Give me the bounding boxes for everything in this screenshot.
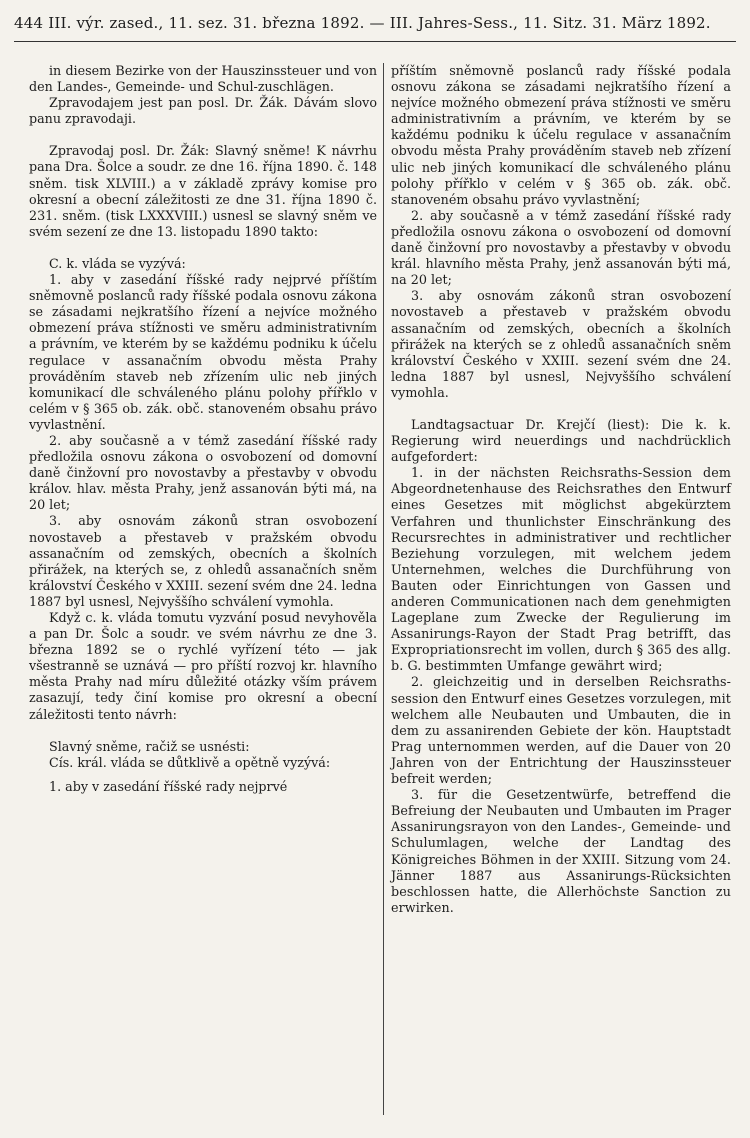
right-paragraph-3: 3. aby osnovám zákonů stran osvobození novostaveb a přestaveb v pražském obvodu assanačním od zemských, obecních a školních přirážek na kterých se z ohledů assanačních sněm království Českého v XXIII. sezení svém dne 24. ledna 1887 byl usnesl, Nejvyššího schválení vymohla. bbox=[391, 288, 731, 400]
left-paragraph-1: in diesem Bezirke von der Hauszinssteuer und von den Landes-, Gemeinde- und Schul-zuschlägen. bbox=[29, 63, 377, 95]
right-paragraph-1: příštím sněmovně poslanců rady říšské podala osnovu zákona se zásadami nejkratšího řízení a nejvíce možného obmezení práva stížnosti ve směru administrativním a právním, ve kterém by se každému podniku k účelu regulace v assanačním obvodu města Prahy prováděním staveb neb zřízení ulic neb jiných komunikací dle schváleného plánu polohy přířklo v celém v § 365 ob. zák. obč. stanoveném obsahu právo vyvlastnění; bbox=[391, 63, 731, 207]
right-paragraph-2: 2. aby současně a v témž zasedání říšské rady předložila osnovu zákona o osvobození od domovní daně činžovní pro novostavby a přestavby v obvodu král. hlavního města Prahy, jenž assanován býti má, na 20 let; bbox=[391, 207, 731, 288]
left-paragraph-6: 2. aby současně a v témž zasedání říšské rady předložila osnovu zákona o osvobození od domovní daně činžovní pro novostavby a přestavby v obvodu králov. hlav. města Prahy, jenž assanován býti má, na 20 let; bbox=[29, 432, 377, 513]
right-paragraph-7: 3. für die Gesetzentwürfe, betreffend die Befreiung der Neubauten und Umbauten im Prager Assanirungsrayon von den Landes-, Gemeinde- und Schulumlagen, welche der Landtag des Königreiches Böhmen in der XXIII. Sitzung vom 24. Jänner 1887 aus Assanirungs-Rücksichten beschlossen hatte, die Allerhöchste Sanction zu erwirken. bbox=[391, 787, 731, 915]
left-paragraph-2: Zpravodajem jest pan posl. Dr. Žák. Dávám slovo panu zpravodaji. bbox=[29, 95, 377, 127]
page-header: 444 III. výr. zased., 11. sez. 31. března 1892. — III. Jahres-Sess., 11. Sitz. 31. März 1892. bbox=[14, 14, 711, 32]
left-paragraph-11: 1. aby v zasedání říšské rady nejprvé bbox=[49, 778, 288, 794]
right-paragraph-4: Landtagsactuar Dr. Krejčí (liest): Die k. k. Regierung wird neuerdings und nachdrücklich aufgefordert: bbox=[391, 416, 731, 465]
right-paragraph-5: 1. in der nächsten Reichsraths-Session dem Abgeordnetenhause des Reichsrathes den Entwurf eines Gesetzes mit möglichst abgekürztem Verfahren und thunlichster Einschränkung des Recursrechtes in administrativer und rechtlicher Beziehung vorzulegen, mit welchem jedem Unternehmen, welches die Durchführung von Bauten oder Einrichtungen von Gassen und anderen Communicationen nach dem genehmigten Lageplane zum Zwecke der Regulierung im Assanirungs-Rayon der Stadt Prag betrifft, das Expropriationsrecht im vollen, durch § 365 des allg. b. G. bestimmten Umfange gewährt wird; bbox=[391, 465, 731, 674]
left-column bbox=[29, 63, 377, 795]
column-divider bbox=[383, 63, 384, 1115]
left-paragraph-3: Zpravodaj posl. Dr. Žák: Slavný sněme! K návrhu pana Dra. Šolce a soudr. ze dne 16. října 1890. č. 148 sněm. tisk XLVIII.) a v základě zprávy komise pro okresní a obecní záležitosti ze dne 31. října 1890 č. 231. sněm. (tisk LXXXVIII.) usnesl se slavný sněm ve svém sezení ze dne 13. listopadu 1890 takto: bbox=[29, 143, 377, 239]
header-rule bbox=[14, 41, 736, 42]
left-paragraph-5: 1. aby v zasedání říšské rady nejprvé příštím sněmovně poslanců rady říšské podala osnovu zákona se zásadami nejkratšího řízení a nejvíce možného obmezení práva stížnosti ve směru administrativním a právním, ve kterém by se každému podniku k účelu regulace v assanačním obvodu města Prahy prováděním staveb neb zřízením ulic neb jiných komunikací dle schváleného plánu polohy přířklo v celém v § 365 ob. zák. obč. stanoveném obsahu právo vyvlastnění. bbox=[29, 272, 377, 432]
left-paragraph-9: Slavný sněme, račiž se usnésti: bbox=[49, 738, 250, 754]
left-paragraph-7: 3. aby osnovám zákonů stran osvobození novostaveb a přestaveb v pražském obvodu assanačním od zemských, obecních a školních přirážek, na kterých se, z ohledů assanačních sněm království Českého v XXIII. sezení svém dne 24. ledna 1887 byl usnesl, Nejvyššího schválení vymohla. bbox=[29, 513, 377, 609]
left-paragraph-4: C. k. vláda se vyzývá: bbox=[49, 255, 186, 271]
right-column bbox=[391, 63, 731, 916]
left-paragraph-8: Když c. k. vláda tomutu vyzvání posud nevyhověla a pan Dr. Šolc a soudr. ve svém návrhu ze dne 3. března 1892 se o rychlé vyřízení této — jak všestranně se uznává — pro příští rozvoj kr. hlavního města Prahy nad míru důležité otázky vším právem zasazují, tedy činí komise pro okresní a obecní záležitosti tento návrh: bbox=[29, 610, 377, 722]
left-paragraph-10: Cís. král. vláda se důtklivě a opětně vyzývá: bbox=[49, 754, 331, 770]
right-paragraph-6: 2. gleichzeitig und in derselben Reichsraths-session den Entwurf eines Gesetzes vorzulegen, mit welchem alle Neubauten und Umbauten, die in dem zu assanirenden Gebiete der kön. Hauptstadt Prag unternommen werden, auf die Dauer von 20 Jahren von der Entrichtung der Hauszinssteuer befreit werden; bbox=[391, 674, 731, 787]
